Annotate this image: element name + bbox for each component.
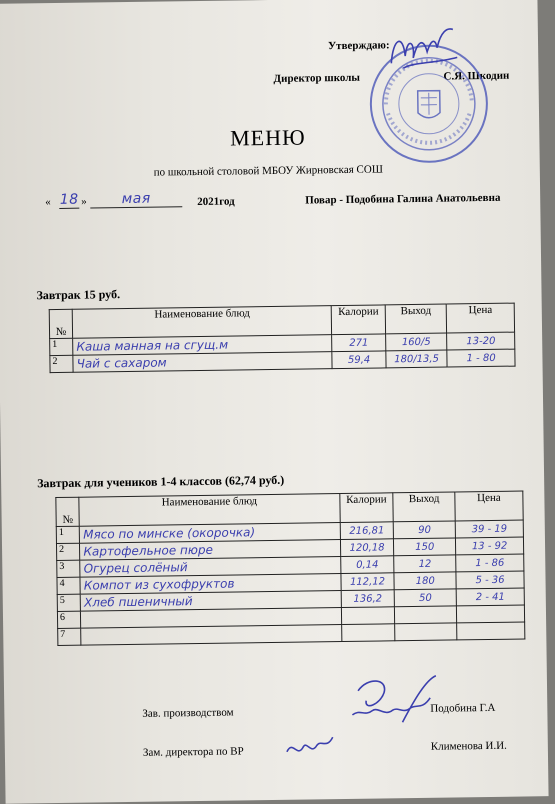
vr-signature-icon xyxy=(281,727,341,764)
row-num: 6 xyxy=(57,611,81,628)
dish-price: 39 - 19 xyxy=(455,520,523,538)
dish-name: Чай с сахаром xyxy=(73,352,332,373)
dish-name: Каша манная на сгущ.м xyxy=(73,335,332,356)
dish-out xyxy=(395,606,457,624)
col-name-header: Наименование блюд xyxy=(79,494,340,527)
date-month: мая xyxy=(90,190,182,208)
row-num: 5 xyxy=(57,594,81,611)
col-num-header: № xyxy=(49,309,73,338)
col-price-header: Цена xyxy=(455,491,523,521)
vr-name: Клименова И.И. xyxy=(430,739,507,753)
director-signature-icon xyxy=(383,17,464,78)
breakfast1-title: Завтрак 15 руб. xyxy=(36,287,121,303)
dish-name: Хлеб пшеничный xyxy=(80,591,341,612)
row-num: 2 xyxy=(50,355,73,372)
col-num-header: № xyxy=(56,497,80,526)
dish-name: Картофельное пюре xyxy=(80,540,341,561)
col-cal-header: Калории xyxy=(339,493,393,523)
col-price-header: Цена xyxy=(447,303,515,333)
dish-cal: 136,2 xyxy=(341,590,395,608)
row-num: 4 xyxy=(57,577,81,594)
date-year: 2021год xyxy=(197,195,235,209)
dish-out: 12 xyxy=(394,555,456,573)
col-out-header: Выход xyxy=(393,492,455,522)
dish-price: 1 - 86 xyxy=(456,554,524,572)
dish-cal: 120,18 xyxy=(340,539,394,557)
director-label: Директор школы xyxy=(273,71,361,85)
dish-cal xyxy=(341,624,395,642)
date-close-quote: » xyxy=(81,195,87,208)
dish-out: 160/5 xyxy=(385,333,447,351)
row-num: 7 xyxy=(58,628,82,645)
dish-price: 13 - 92 xyxy=(456,537,524,555)
dish-out: 50 xyxy=(394,589,456,607)
row-num: 1 xyxy=(50,338,73,355)
prod-name: Подобина Г.А xyxy=(430,701,496,715)
dish-price: 1 - 80 xyxy=(447,349,515,367)
dish-name: Компот из сухофруктов xyxy=(80,574,341,595)
col-cal-header: Калории xyxy=(332,305,386,335)
subtitle: по школьной столовой МБОУ Жирновская СОШ xyxy=(153,163,383,179)
approve-label: Утверждаю: xyxy=(327,39,390,53)
dish-out xyxy=(395,623,457,641)
prod-signature-icon xyxy=(344,670,441,733)
director-name: С.Я. Шкодин xyxy=(443,69,510,83)
row-num: 1 xyxy=(56,526,80,543)
dish-price: 2 - 41 xyxy=(456,588,524,606)
dish-name xyxy=(81,625,342,646)
dish-name: Мясо по минске (окорочка) xyxy=(80,523,341,544)
dish-price: 5 - 36 xyxy=(456,571,524,589)
date-day: 18 xyxy=(59,191,79,208)
col-out-header: Выход xyxy=(385,304,447,334)
breakfast1-table xyxy=(49,303,516,374)
dish-out: 180/13,5 xyxy=(386,350,448,368)
row-num: 3 xyxy=(57,560,81,577)
row-num: 2 xyxy=(56,543,80,560)
page-title: МЕНЮ xyxy=(229,124,306,151)
dish-cal xyxy=(341,607,395,625)
dish-price xyxy=(457,622,525,640)
dish-cal: 112,12 xyxy=(341,573,395,591)
dish-cal: 271 xyxy=(332,334,386,352)
dish-name: Огурец солёный xyxy=(80,557,341,578)
date-open-quote: « xyxy=(45,196,51,209)
dish-price: 13-20 xyxy=(447,332,515,350)
dish-price xyxy=(457,605,525,623)
dish-cal: 216,81 xyxy=(340,522,394,540)
cook-name: Повар - Подобина Галина Анатольевна xyxy=(305,191,501,207)
prod-label: Зав. производством xyxy=(142,706,234,720)
dish-cal: 0,14 xyxy=(340,556,394,574)
dish-out: 180 xyxy=(394,572,456,590)
vr-label: Зам. директора по ВР xyxy=(142,745,244,759)
col-name-header: Наименование блюд xyxy=(72,306,332,339)
dish-cal: 59,4 xyxy=(332,351,386,369)
dish-out: 150 xyxy=(394,538,456,556)
dish-out: 90 xyxy=(394,521,456,539)
breakfast2-title: Завтрак для учеников 1-4 классов (62,74 руб.) xyxy=(37,472,285,491)
breakfast2-table xyxy=(55,490,525,646)
